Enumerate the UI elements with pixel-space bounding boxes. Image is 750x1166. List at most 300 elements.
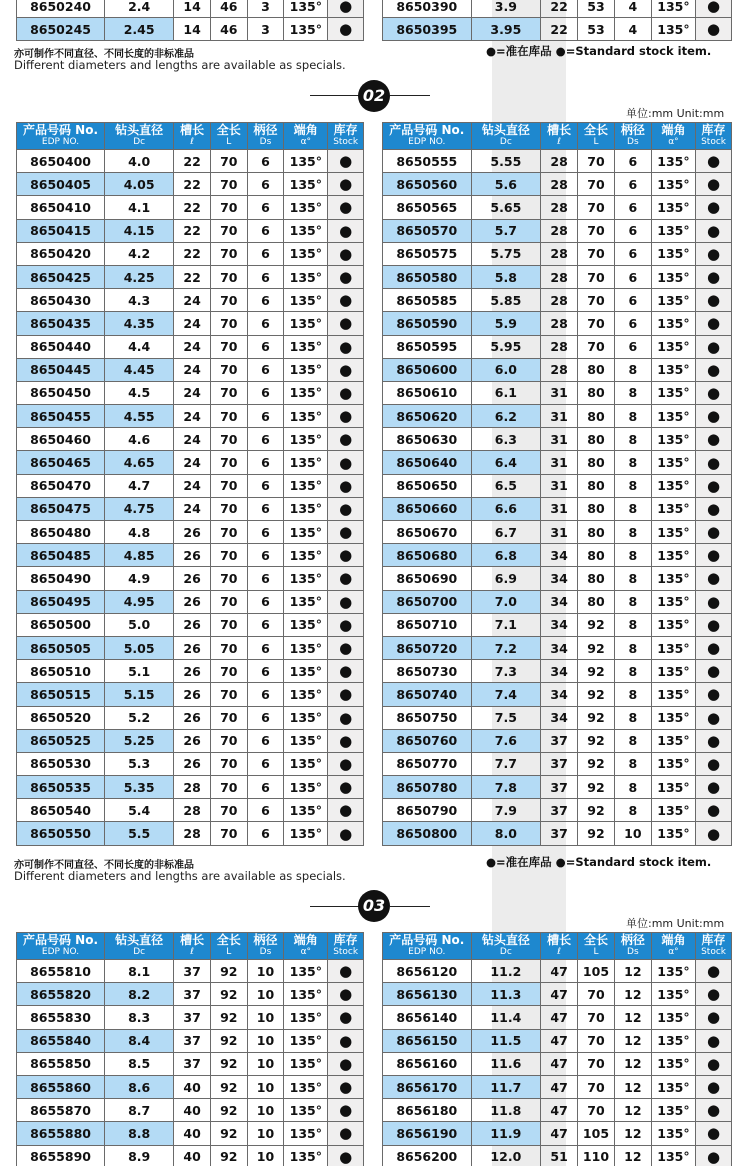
stock-mark: ● [696, 521, 732, 544]
overall-length: 92 [578, 776, 615, 799]
overall-length: 70 [578, 242, 615, 265]
overall-length: 92 [578, 613, 615, 636]
overall-length: 70 [210, 358, 247, 381]
flute-length: 37 [174, 983, 211, 1006]
edp-no: 8650630 [383, 428, 472, 451]
diameter: 4.8 [105, 521, 174, 544]
table-row [383, 451, 732, 474]
header-edp [17, 123, 105, 150]
diameter: 6.7 [471, 521, 541, 544]
stock-mark: ● [696, 567, 732, 590]
table-row [17, 335, 364, 358]
section-badge-03: 03 [358, 890, 390, 922]
header-shank-cn: 柄径 [620, 123, 645, 137]
diameter: 7.8 [471, 776, 541, 799]
stock-mark: ● [328, 1006, 364, 1029]
note-en-2: Different diameters and lengths are available as specials. [14, 869, 346, 883]
stock-mark: ● [696, 776, 732, 799]
table-row [383, 1075, 732, 1098]
diameter: 7.6 [471, 729, 541, 752]
overall-length: 110 [578, 1145, 615, 1166]
shank-dia: 8 [614, 544, 651, 567]
flute-length: 24 [174, 381, 211, 404]
edp-no: 8650400 [17, 150, 105, 173]
header-stock-en: Stock [701, 137, 726, 147]
overall-length: 70 [210, 405, 247, 428]
section-line-left-03 [310, 906, 360, 907]
overall-length: 92 [210, 1029, 247, 1052]
overall-length: 80 [578, 567, 615, 590]
diameter: 8.6 [105, 1075, 174, 1098]
overall-length: 70 [210, 428, 247, 451]
table-row [17, 636, 364, 659]
diameter: 4.55 [105, 405, 174, 428]
stock-mark: ● [696, 0, 732, 18]
stock-mark: ● [328, 497, 364, 520]
shank-dia: 6 [614, 173, 651, 196]
header-angle-en: α° [668, 947, 679, 957]
point-angle: 135° [651, 335, 695, 358]
point-angle: 135° [284, 18, 328, 41]
point-angle: 135° [284, 242, 328, 265]
table-row [383, 242, 732, 265]
overall-length: 92 [578, 706, 615, 729]
point-angle: 135° [651, 381, 695, 404]
stock-mark: ● [696, 752, 732, 775]
edp-no: 8650500 [17, 613, 105, 636]
flute-length: 24 [174, 358, 211, 381]
edp-no: 8650535 [17, 776, 105, 799]
point-angle: 135° [284, 1052, 328, 1075]
diameter: 6.1 [471, 381, 541, 404]
stock-mark: ● [328, 1145, 364, 1166]
shank-dia: 10 [247, 1099, 284, 1122]
flute-length: 26 [174, 706, 211, 729]
point-angle: 135° [651, 451, 695, 474]
header-angle-cn: 端角 [661, 933, 686, 947]
table-row [383, 729, 732, 752]
diameter: 7.7 [471, 752, 541, 775]
diameter: 6.2 [471, 405, 541, 428]
edp-no: 8650730 [383, 660, 472, 683]
header-edp-cn: 产品号码 No. [23, 123, 99, 137]
section-line-left [310, 95, 360, 96]
stock-mark: ● [696, 1075, 732, 1098]
edp-no: 8650610 [383, 381, 472, 404]
edp-no: 8650700 [383, 590, 472, 613]
flute-length: 28 [541, 265, 578, 288]
diameter: 4.7 [105, 474, 174, 497]
flute-length: 28 [541, 196, 578, 219]
table-row [17, 428, 364, 451]
header-flute-en: ℓ [557, 947, 561, 957]
shank-dia: 6 [247, 660, 284, 683]
overall-length: 70 [578, 196, 615, 219]
diameter: 8.4 [105, 1029, 174, 1052]
header-stock-en: Stock [333, 947, 359, 957]
table-row [17, 960, 364, 983]
header-edp-en: EDP NO. [41, 137, 80, 147]
overall-length: 70 [210, 474, 247, 497]
point-angle: 135° [284, 381, 328, 404]
edp-no: 8650480 [17, 521, 105, 544]
overall-length: 70 [210, 660, 247, 683]
diameter: 5.8 [471, 265, 541, 288]
point-angle: 135° [284, 451, 328, 474]
stock-mark: ● [328, 822, 364, 845]
header-shank [614, 123, 651, 150]
table-row [383, 265, 732, 288]
point-angle: 135° [284, 265, 328, 288]
table-row [383, 1006, 732, 1029]
overall-length: 70 [578, 289, 615, 312]
flute-length: 34 [541, 706, 578, 729]
shank-dia: 4 [614, 18, 651, 41]
table-row [383, 1099, 732, 1122]
table-row [17, 521, 364, 544]
flute-length: 37 [541, 822, 578, 845]
shank-dia: 8 [614, 799, 651, 822]
point-angle: 135° [284, 567, 328, 590]
header-stock-cn: 库存 [333, 123, 358, 137]
stock-mark: ● [328, 405, 364, 428]
table-02-left [16, 122, 364, 846]
edp-no: 8650505 [17, 636, 105, 659]
edp-no: 8656160 [383, 1052, 472, 1075]
flute-length: 31 [541, 521, 578, 544]
shank-dia: 8 [614, 428, 651, 451]
shank-dia: 8 [614, 752, 651, 775]
table-row [383, 983, 732, 1006]
diameter: 4.85 [105, 544, 174, 567]
overall-length: 92 [210, 1052, 247, 1075]
overall-length: 46 [210, 18, 247, 41]
stock-mark: ● [328, 173, 364, 196]
edp-no: 8655850 [17, 1052, 105, 1075]
edp-no: 8650445 [17, 358, 105, 381]
flute-length: 34 [541, 683, 578, 706]
table-row [17, 405, 364, 428]
flute-length: 26 [174, 729, 211, 752]
edp-no: 8656140 [383, 1006, 472, 1029]
flute-length: 47 [541, 1006, 578, 1029]
point-angle: 135° [651, 497, 695, 520]
edp-no: 8656180 [383, 1099, 472, 1122]
shank-dia: 6 [247, 799, 284, 822]
flute-length: 14 [174, 0, 211, 18]
shank-dia: 8 [614, 521, 651, 544]
overall-length: 70 [578, 312, 615, 335]
overall-length: 70 [210, 265, 247, 288]
flute-length: 47 [541, 1122, 578, 1145]
table-row [17, 381, 364, 404]
overall-length: 70 [210, 150, 247, 173]
table-row [17, 544, 364, 567]
point-angle: 135° [284, 335, 328, 358]
flute-length: 37 [541, 799, 578, 822]
header-edp-cn: 产品号码 No. [389, 123, 465, 137]
overall-length: 70 [210, 312, 247, 335]
diameter: 6.6 [471, 497, 541, 520]
point-angle: 135° [284, 590, 328, 613]
flute-length: 26 [174, 544, 211, 567]
diameter: 4.25 [105, 265, 174, 288]
table-row [17, 265, 364, 288]
diameter: 4.75 [105, 497, 174, 520]
diameter: 4.6 [105, 428, 174, 451]
flute-length: 47 [541, 983, 578, 1006]
diameter: 7.3 [471, 660, 541, 683]
stock-mark: ● [328, 335, 364, 358]
shank-dia: 6 [247, 265, 284, 288]
point-angle: 135° [284, 1145, 328, 1166]
table-row [17, 1099, 364, 1122]
edp-no: 8655810 [17, 960, 105, 983]
flute-length: 37 [174, 1052, 211, 1075]
stock-mark: ● [328, 358, 364, 381]
edp-no: 8650640 [383, 451, 472, 474]
shank-dia: 6 [614, 335, 651, 358]
edp-no: 8650410 [17, 196, 105, 219]
shank-dia: 10 [247, 1029, 284, 1052]
point-angle: 135° [651, 1029, 695, 1052]
shank-dia: 6 [247, 613, 284, 636]
diameter: 5.6 [471, 173, 541, 196]
flute-length: 24 [174, 405, 211, 428]
edp-no: 8650570 [383, 219, 472, 242]
stock-mark: ● [696, 983, 732, 1006]
header-dc-en: Dc [133, 947, 146, 957]
header-edp-cn: 产品号码 No. [23, 933, 99, 947]
overall-length: 92 [210, 960, 247, 983]
stock-mark: ● [696, 683, 732, 706]
table-row [17, 567, 364, 590]
shank-dia: 8 [614, 358, 651, 381]
overall-length: 46 [210, 0, 247, 18]
shank-dia: 12 [614, 1145, 651, 1166]
point-angle: 135° [651, 822, 695, 845]
point-angle: 135° [651, 358, 695, 381]
header-stock-en: Stock [701, 947, 726, 957]
table-row [17, 799, 364, 822]
point-angle: 135° [284, 613, 328, 636]
shank-dia: 6 [247, 289, 284, 312]
shank-dia: 6 [247, 521, 284, 544]
point-angle: 135° [284, 822, 328, 845]
edp-no: 8650565 [383, 196, 472, 219]
unit-label-1: 单位:mm Unit:mm [626, 107, 725, 120]
stock-legend-1: ●=准在库品 ●=Standard stock item. [486, 44, 712, 58]
overall-length: 70 [578, 219, 615, 242]
edp-no: 8650670 [383, 521, 472, 544]
table-row [383, 428, 732, 451]
point-angle: 135° [284, 150, 328, 173]
point-angle: 135° [284, 1075, 328, 1098]
header-edp-en: EDP NO. [41, 947, 80, 957]
point-angle: 135° [651, 196, 695, 219]
shank-dia: 6 [247, 567, 284, 590]
stock-mark: ● [328, 960, 364, 983]
overall-length: 80 [578, 451, 615, 474]
point-angle: 135° [284, 1099, 328, 1122]
shank-dia: 6 [247, 729, 284, 752]
diameter: 5.2 [105, 706, 174, 729]
edp-no: 8650750 [383, 706, 472, 729]
overall-length: 70 [578, 983, 615, 1006]
header-angle-en: α° [668, 137, 679, 147]
header-dc-cn: 钻头直径 [115, 933, 164, 947]
stock-mark: ● [328, 660, 364, 683]
stock-mark: ● [696, 1145, 732, 1166]
table-row [17, 590, 364, 613]
header-len-en: L [593, 947, 599, 957]
flute-length: 28 [541, 358, 578, 381]
table-row [383, 752, 732, 775]
table-row [383, 474, 732, 497]
table-row [383, 799, 732, 822]
header-dc [471, 123, 541, 150]
stock-mark: ● [696, 729, 732, 752]
table-row [383, 381, 732, 404]
point-angle: 135° [284, 219, 328, 242]
diameter: 4.3 [105, 289, 174, 312]
overall-length: 80 [578, 381, 615, 404]
diameter: 4.65 [105, 451, 174, 474]
table-row [17, 776, 364, 799]
header-len-en: L [226, 137, 232, 147]
header-dc [105, 933, 174, 960]
table-row [383, 196, 732, 219]
edp-no: 8650690 [383, 567, 472, 590]
diameter: 3.9 [471, 0, 541, 18]
flute-length: 31 [541, 405, 578, 428]
edp-no: 8655860 [17, 1075, 105, 1098]
flute-length: 22 [174, 265, 211, 288]
header-stock-cn: 库存 [333, 933, 358, 947]
point-angle: 135° [651, 1052, 695, 1075]
flute-length: 24 [174, 474, 211, 497]
stock-mark: ● [328, 590, 364, 613]
shank-dia: 6 [247, 636, 284, 659]
edp-no: 8650770 [383, 752, 472, 775]
shank-dia: 8 [614, 567, 651, 590]
table-row [17, 474, 364, 497]
section-badge-02: 02 [358, 80, 390, 112]
stock-mark: ● [328, 0, 364, 18]
diameter: 4.15 [105, 219, 174, 242]
shank-dia: 6 [614, 150, 651, 173]
header-shank [614, 933, 651, 960]
table-row [383, 173, 732, 196]
header-angle-en: α° [300, 947, 312, 957]
overall-length: 105 [578, 960, 615, 983]
flute-length: 34 [541, 590, 578, 613]
diameter: 11.8 [471, 1099, 541, 1122]
edp-no: 8650450 [17, 381, 105, 404]
edp-no: 8650490 [17, 567, 105, 590]
overall-length: 80 [578, 521, 615, 544]
edp-no: 8650555 [383, 150, 472, 173]
table-row [383, 567, 732, 590]
shank-dia: 8 [614, 613, 651, 636]
shank-dia: 10 [247, 1122, 284, 1145]
stock-mark: ● [328, 1029, 364, 1052]
edp-no: 8650580 [383, 265, 472, 288]
flute-length: 22 [174, 219, 211, 242]
edp-no: 8650390 [383, 0, 472, 18]
point-angle: 135° [651, 0, 695, 18]
edp-no: 8650790 [383, 799, 472, 822]
shank-dia: 6 [247, 544, 284, 567]
overall-length: 70 [210, 613, 247, 636]
shank-dia: 8 [614, 381, 651, 404]
flute-length: 24 [174, 428, 211, 451]
table-row [383, 289, 732, 312]
edp-no: 8650415 [17, 219, 105, 242]
edp-no: 8650245 [17, 18, 105, 41]
point-angle: 135° [284, 474, 328, 497]
table-row [17, 1075, 364, 1098]
edp-no: 8650525 [17, 729, 105, 752]
stock-legend-2: ●=准在库品 ●=Standard stock item. [486, 855, 712, 869]
header-flute-cn: 槽长 [547, 123, 572, 137]
point-angle: 135° [651, 776, 695, 799]
header-stock [696, 933, 732, 960]
header-angle [651, 933, 695, 960]
overall-length: 70 [210, 289, 247, 312]
overall-length: 70 [210, 567, 247, 590]
top-left-table [16, 0, 364, 41]
overall-length: 92 [578, 729, 615, 752]
table-row [383, 660, 732, 683]
unit-label-2: 单位:mm Unit:mm [626, 917, 725, 930]
overall-length: 70 [210, 335, 247, 358]
header-shank-en: Ds [627, 947, 639, 957]
flute-length: 26 [174, 521, 211, 544]
diameter: 11.4 [471, 1006, 541, 1029]
header-edp [383, 933, 472, 960]
point-angle: 135° [284, 983, 328, 1006]
header-angle-cn: 端角 [293, 933, 318, 947]
overall-length: 70 [578, 1006, 615, 1029]
edp-no: 8650405 [17, 173, 105, 196]
edp-no: 8656150 [383, 1029, 472, 1052]
shank-dia: 6 [247, 173, 284, 196]
point-angle: 135° [651, 1075, 695, 1098]
shank-dia: 10 [247, 983, 284, 1006]
point-angle: 135° [651, 219, 695, 242]
point-angle: 135° [651, 521, 695, 544]
diameter: 2.4 [105, 0, 174, 18]
header-flute [174, 123, 211, 150]
header-angle [284, 123, 328, 150]
stock-mark: ● [696, 405, 732, 428]
point-angle: 135° [284, 196, 328, 219]
table-row [17, 706, 364, 729]
flute-length: 28 [541, 312, 578, 335]
edp-no: 8650425 [17, 265, 105, 288]
edp-no: 8650240 [17, 0, 105, 18]
edp-no: 8650560 [383, 173, 472, 196]
edp-no: 8655870 [17, 1099, 105, 1122]
flute-length: 34 [541, 613, 578, 636]
table-row [17, 1145, 364, 1166]
header-len-en: L [593, 137, 599, 147]
point-angle: 135° [651, 567, 695, 590]
overall-length: 70 [578, 1052, 615, 1075]
flute-length: 37 [174, 1006, 211, 1029]
flute-length: 40 [174, 1145, 211, 1166]
